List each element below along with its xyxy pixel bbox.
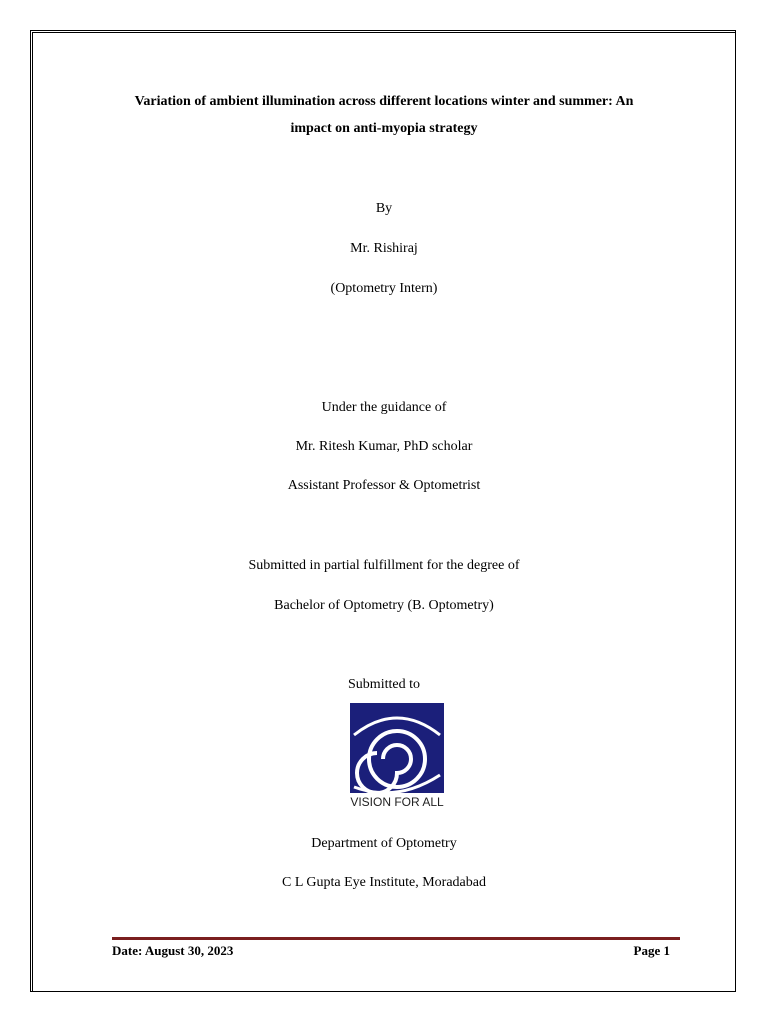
institute-logo — [350, 703, 444, 811]
institute-name: C L Gupta Eye Institute, Moradabad — [282, 875, 486, 890]
footer-page-number: Page 1 — [633, 943, 670, 958]
title-line-2: impact on anti-myopia strategy — [290, 121, 478, 136]
guidance-heading: Under the guidance of — [321, 400, 447, 415]
by-label: By — [375, 201, 393, 216]
author-role: (Optometry Intern) — [330, 281, 438, 296]
footer-date: Date: August 30, 2023 — [112, 943, 234, 958]
department-name: Department of Optometry — [311, 836, 457, 851]
guide-role: Assistant Professor & Optometrist — [287, 478, 481, 493]
svg-text:VISION FOR ALL: VISION FOR ALL — [350, 795, 444, 809]
submitted-to-label: Submitted to — [348, 677, 420, 692]
guide-name: Mr. Ritesh Kumar, PhD scholar — [295, 439, 473, 454]
eye-spiral-icon — [350, 703, 444, 811]
author-name: Mr. Rishiraj — [350, 241, 418, 256]
submission-line-2: Bachelor of Optometry (B. Optometry) — [274, 598, 494, 613]
footer-rule — [112, 937, 680, 940]
submission-line-1: Submitted in partial fulfillment for the degree of — [248, 558, 520, 573]
title-line-1: Variation of ambient illumination across different locations winter and summer: An — [134, 94, 634, 109]
